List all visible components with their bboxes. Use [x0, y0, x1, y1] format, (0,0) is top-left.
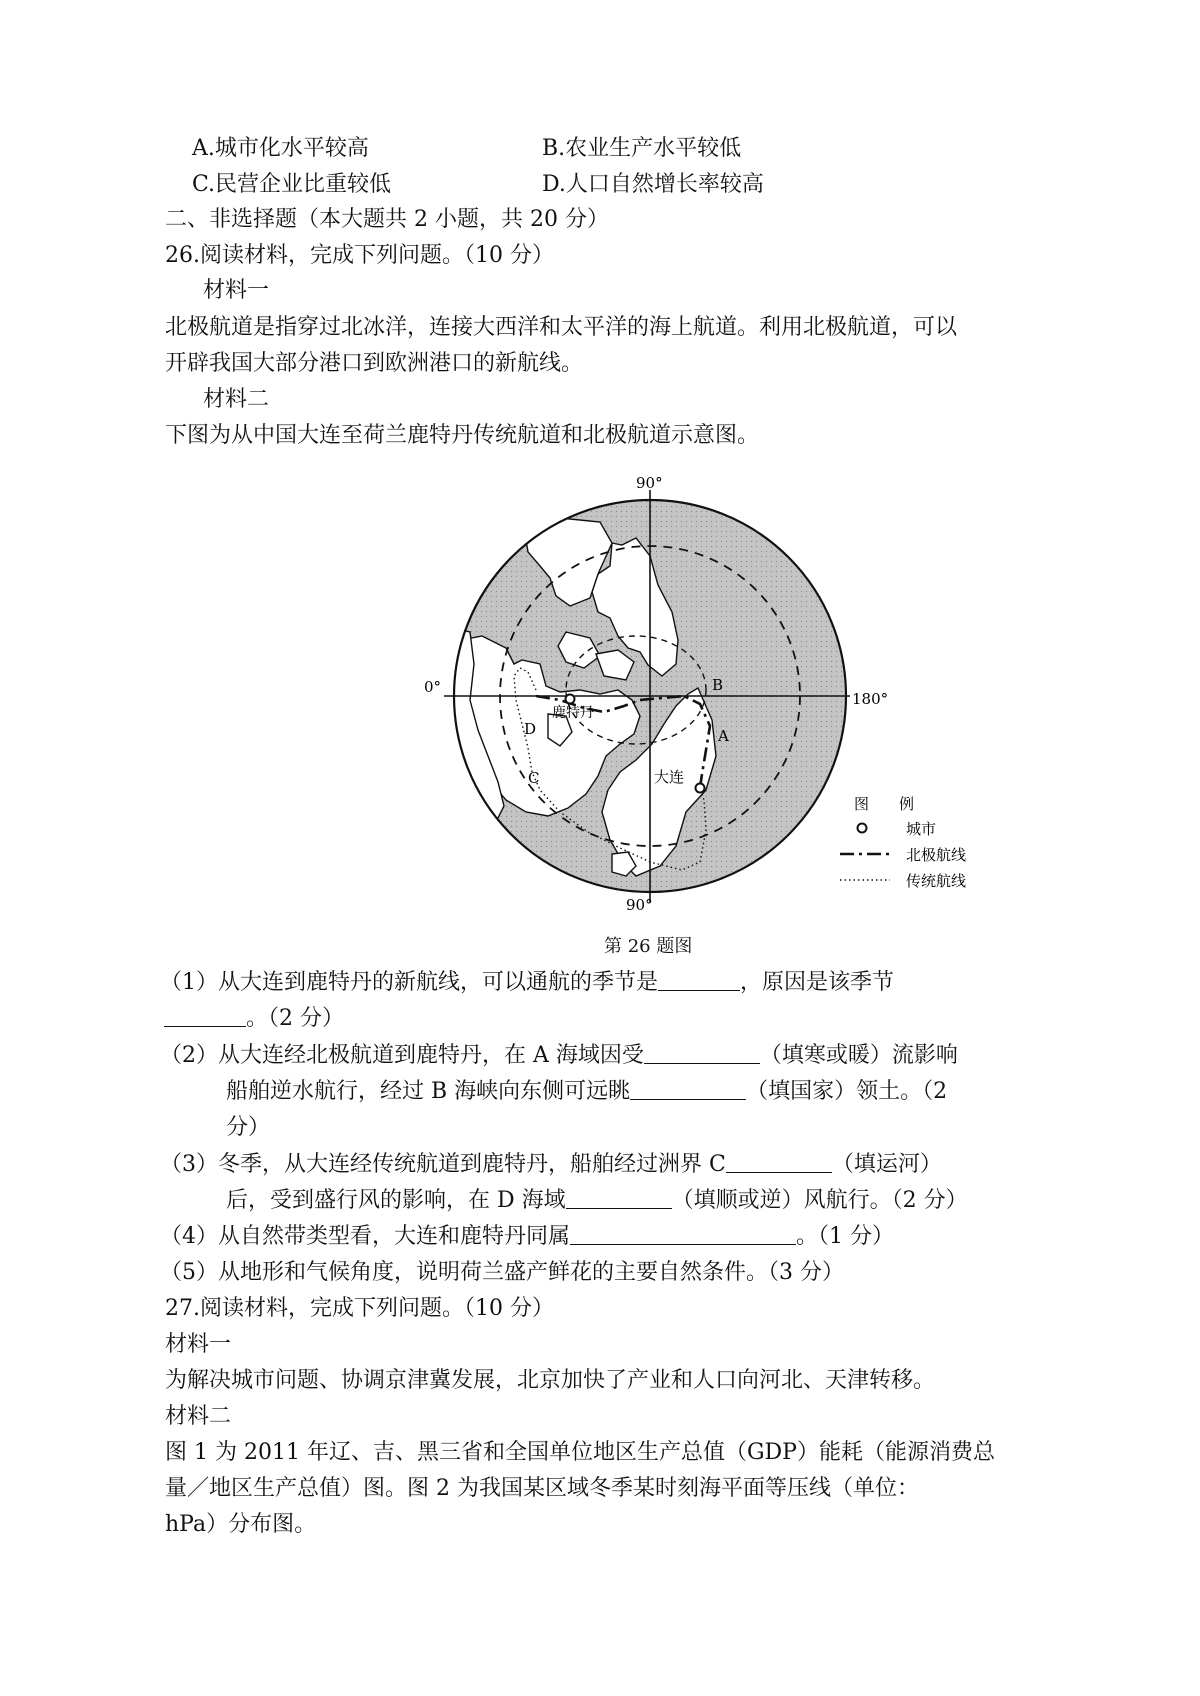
q26-5-line: （5）从地形和气候角度，说明荷兰盛产鲜花的主要自然条件。（3 分） — [160, 1260, 844, 1285]
q26-1-blank2[interactable] — [164, 1004, 246, 1027]
q26-2-text-d: （填国家）领土。（2 — [746, 1079, 948, 1104]
lon-bottom-label: 90° — [626, 896, 653, 914]
legend-arctic-label: 北极航线 — [906, 846, 967, 864]
q26-1-text-b: ，原因是该季节 — [740, 970, 895, 995]
q26-2-text-a: （2）从大连经北极航道到鹿特丹，在 A 海域因受 — [160, 1043, 644, 1068]
q26-1-text-c: 。（2 分） — [246, 1006, 344, 1031]
q26-material1-line1: 北极航道是指穿过北冰洋，连接大西洋和太平洋的海上航道。利用北极航道，可以 — [165, 315, 958, 340]
q26-1-text-a: （1）从大连到鹿特丹的新航线，可以通航的季节是 — [160, 970, 658, 995]
q26-1-blank1[interactable] — [658, 968, 740, 991]
q27-material2-label: 材料二 — [165, 1404, 232, 1429]
lon-left-label: 0° — [424, 678, 442, 696]
option-d: D.人口自然增长率较高 — [542, 172, 764, 197]
dalian-label: 大连 — [654, 768, 685, 786]
q26-4-text-b: 。（1 分） — [796, 1224, 894, 1249]
q27-material1-label: 材料一 — [165, 1332, 232, 1357]
q26-2-line2 — [226, 1077, 947, 1107]
q26-3-text-b: （填运河） — [831, 1152, 942, 1177]
q26-2-text-b: （填寒或暖）流影响 — [759, 1043, 958, 1068]
legend-city-label: 城市 — [906, 820, 937, 838]
q26-4-text-a: （4）从自然带类型看，大连和鹿特丹同属 — [160, 1224, 570, 1249]
option-c: C.民营企业比重较低 — [192, 172, 392, 197]
q26-3-text-d: （填顺或逆）风航行。（2 分） — [671, 1188, 968, 1213]
q27-material2-line1: 图 1 为 2011 年辽、吉、黑三省和全国单位地区生产总值（GDP）能耗（能源消费总 — [165, 1440, 995, 1465]
q26-3-text-c: 后，受到盛行风的影响，在 D 海域 — [226, 1188, 566, 1213]
q26-2-text-c: 船舶逆水航行，经过 B 海峡向东侧可远眺 — [226, 1079, 631, 1104]
map-caption: 第 26 题图 — [604, 936, 693, 957]
map-legend — [840, 795, 966, 890]
q26-2-line1 — [160, 1041, 958, 1071]
q26-material2-label: 材料二 — [203, 387, 270, 412]
point-c-label: C — [528, 769, 540, 787]
point-d-label: D — [524, 720, 537, 738]
rotterdam-label: 鹿特丹 — [552, 705, 594, 721]
q26-2-blank1[interactable] — [644, 1041, 760, 1064]
legend-traditional-label: 传统航线 — [906, 872, 967, 890]
q27-title: 27.阅读材料，完成下列问题。（10 分） — [165, 1296, 554, 1321]
q26-4-blank[interactable] — [570, 1222, 796, 1245]
q26-3-line2 — [226, 1186, 968, 1216]
q26-1-line1 — [160, 968, 894, 998]
q26-4-line — [160, 1222, 894, 1252]
q27-material1-text: 为解决城市问题、协调京津冀发展，北京加快了产业和人口向河北、天津转移。 — [165, 1368, 936, 1393]
q26-3-blank1[interactable] — [726, 1150, 832, 1173]
legend-title: 图 例 — [854, 795, 915, 813]
q26-material2-text: 下图为从中国大连至荷兰鹿特丹传统航道和北极航道示意图。 — [165, 423, 760, 448]
point-b-label: B — [712, 676, 724, 694]
section-heading: 二、非选择题（本大题共 2 小题，共 20 分） — [165, 207, 609, 232]
legend-city-marker — [858, 824, 867, 833]
q26-1-line2 — [164, 1004, 344, 1034]
q26-material1-label: 材料一 — [203, 278, 270, 303]
q26-material1-line2: 开辟我国大部分港口到欧洲港口的新航线。 — [165, 351, 584, 376]
point-a-label: A — [718, 727, 729, 745]
q27-material2-line2: 量／地区生产总值）图。图 2 为我国某区域冬季某时刻海平面等压线（单位： — [165, 1476, 919, 1501]
q26-3-line1 — [160, 1150, 942, 1180]
q27-material2-line3: hPa）分布图。 — [165, 1512, 317, 1537]
q26-3-text-a: （3）冬季，从大连经传统航道到鹿特丹，船舶经过洲界 C — [160, 1152, 726, 1177]
q26-title: 26.阅读材料，完成下列问题。（10 分） — [165, 243, 554, 268]
city-rotterdam-marker — [566, 695, 575, 704]
q26-2-blank2[interactable] — [630, 1077, 746, 1100]
lon-right-label: 180° — [852, 690, 889, 708]
q26-3-blank2[interactable] — [566, 1186, 672, 1209]
option-b: B.农业生产水平较低 — [542, 136, 742, 161]
q26-2-line3: 分） — [226, 1115, 271, 1140]
city-dalian-marker — [696, 784, 705, 793]
lon-top-label: 90° — [636, 474, 663, 492]
option-a: A.城市化水平较高 — [192, 136, 369, 161]
